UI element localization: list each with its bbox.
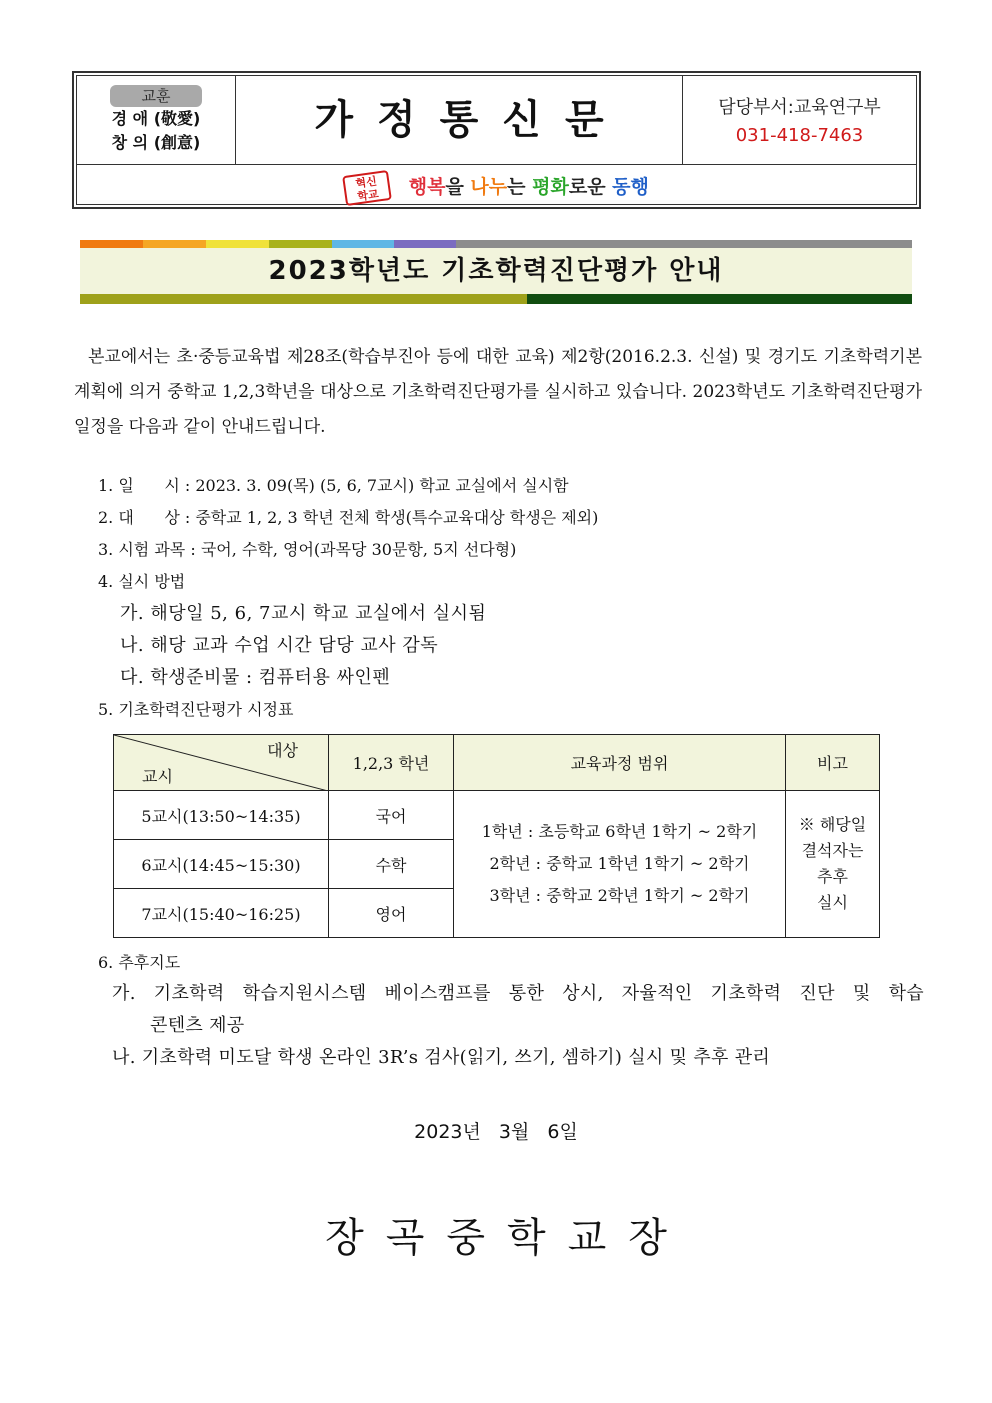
item-subjects: 3. 시험 과목 : 국어, 수학, 영어(과목당 30문항, 5지 선다형): [98, 540, 517, 559]
note-cell: [786, 791, 880, 938]
item-target: 2. 대 상 : 중학교 1, 2, 3 학년 전체 학생(특수교육대상 학생은 제외): [98, 508, 599, 527]
slogan-word: 평화: [532, 176, 569, 198]
item-method: 4. 실시 방법: [98, 572, 186, 591]
item-date: 1. 일 시 : 2023. 3. 09(목) (5, 6, 7교시) 학교 교실에서 실시함: [98, 476, 569, 495]
schedule-table: [113, 734, 880, 938]
subject-cell: 수학: [329, 840, 454, 889]
department-label: 담당부서:교육연구부: [718, 97, 881, 118]
color-strip: [80, 240, 912, 248]
subject-cell: 국어: [329, 791, 454, 840]
school-motto: [77, 76, 236, 164]
slogan-word: 행복: [408, 176, 446, 198]
stamp-text-2: 학교: [356, 187, 380, 203]
diagonal-header-cell: [114, 735, 329, 791]
motto-line-2: 창 의 (創意): [111, 133, 201, 152]
intro-paragraph: [74, 340, 922, 445]
diag-top-label: 대상: [267, 741, 298, 760]
header-range: 교육과정 범위: [454, 735, 786, 791]
header-box: [72, 71, 921, 209]
strip-segment: [332, 240, 394, 248]
strip-segment: [456, 240, 912, 248]
followup-a: 가. 기초학력 학습지원시스템 베이스캠프를 통한 상시, 자율적인 기초학력 진단 및 학습: [112, 983, 924, 1004]
newsletter-title: 가정통신문: [236, 76, 683, 164]
note-line: 추후: [817, 867, 848, 886]
item-schedule: 5. 기초학력진단평가 시정표: [98, 700, 294, 719]
issue-date: 2023년 3월 6일: [414, 1121, 578, 1143]
period-cell: 7교시(15:40~16:25): [114, 889, 329, 938]
innovation-school-stamp-icon: [342, 169, 392, 205]
range-line: 3학년 : 중학교 2학년 1학기 ~ 2학기: [489, 886, 750, 905]
method-c: 다. 학생준비물 : 컴퓨터용 싸인펜: [120, 667, 391, 688]
strip-segment: [527, 294, 912, 304]
header-inner: [76, 75, 917, 205]
notice-items: [98, 470, 928, 726]
strip-segment: [143, 240, 206, 248]
subject-cell: 영어: [329, 889, 454, 938]
slogan-particle: 을: [445, 176, 471, 198]
range-line: 2학년 : 중학교 1학년 1학기 ~ 2학기: [489, 854, 750, 873]
range-line: 1학년 : 초등학교 6학년 1학기 ~ 2학기: [481, 822, 758, 841]
range-cell: [454, 791, 786, 938]
header-note: 비고: [786, 735, 880, 791]
intro-text: 본교에서는 초·중등교육법 제28조(학습부진아 등에 대한 교육) 제2항(2016.2.3. 신설) 및 경기도 기초학력기본계획에 의거 중학교 1,2,3학년을 대상으로 기초학력진단평가를 실시하고 있습니다. 2023학년도 기초학력진단평가 일정을 다음과 같이 안내드립니다.: [74, 347, 922, 437]
note-line: 실시: [817, 893, 848, 912]
followup-title: 6. 추후지도: [98, 953, 181, 972]
followup-b: 나. 기초학력 미도달 학생 온라인 3R’s 검사(읽기, 쓰기, 셈하기) 실시 및 추후 관리: [112, 1047, 771, 1068]
bottom-strip: [80, 294, 912, 304]
note-line: 결석자는: [801, 841, 864, 860]
slogan-word: 나누: [470, 176, 508, 198]
method-b: 나. 해당 교과 수업 시간 담당 교사 감독: [120, 635, 439, 656]
period-cell: 6교시(14:45~15:30): [114, 840, 329, 889]
diag-bottom-label: 교시: [142, 767, 173, 786]
slogan-particle: 로운: [568, 176, 613, 198]
school-slogan: [77, 164, 916, 204]
header-grade: 1,2,3 학년: [329, 735, 454, 791]
table-row: [114, 791, 880, 840]
motto-line-1: 경 애 (敬愛): [111, 109, 201, 128]
principal-signature: 장곡중학교장: [325, 1215, 689, 1261]
followup-section: [98, 948, 924, 1074]
department-info: [683, 76, 916, 164]
notice-title: 2023학년도 기초학력진단평가 안내: [80, 248, 912, 294]
strip-segment: [80, 240, 143, 248]
period-cell: 5교시(13:50~14:35): [114, 791, 329, 840]
followup-a-cont: 콘텐츠 제공: [150, 1015, 245, 1036]
note-line: ※ 해당일: [798, 815, 867, 834]
title-banner: [80, 240, 912, 304]
strip-segment: [80, 294, 527, 304]
table-header-row: [114, 735, 880, 791]
strip-segment: [394, 240, 456, 248]
slogan-particle: 는: [507, 176, 533, 198]
department-phone: 031-418-7463: [735, 125, 864, 146]
strip-segment: [269, 240, 332, 248]
slogan-word: 동행: [612, 176, 649, 198]
stamp-text-1: 혁신: [354, 174, 378, 190]
motto-badge: 교훈: [110, 85, 202, 107]
method-a: 가. 해당일 5, 6, 7교시 학교 교실에서 실시됨: [120, 603, 487, 624]
strip-segment: [206, 240, 269, 248]
